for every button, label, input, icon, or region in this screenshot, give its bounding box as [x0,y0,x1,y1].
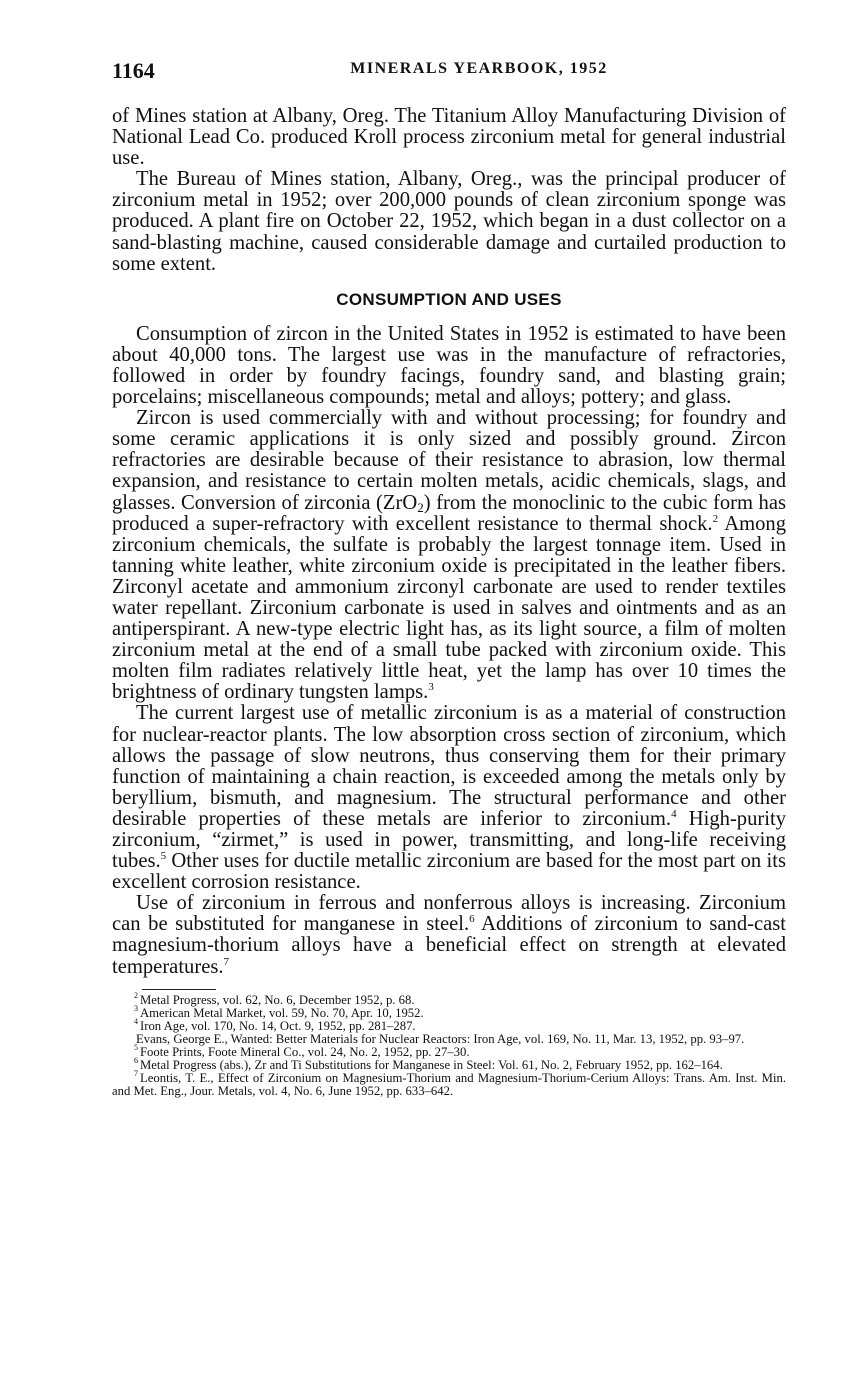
footnote-reference: 2 [712,512,719,525]
footnote-mark: 3 [134,1004,138,1014]
footnote-text: Evans, George E., Wanted: Better Materials for Nuclear Reactors: Iron Age, vol. 169, No. 11, Mar. 13, 1952, pp. 93–97. [136,1031,745,1046]
footnote-text: Foote Prints, Foote Mineral Co., vol. 24, No. 2, 1952, pp. 27–30. [140,1044,470,1059]
paragraph-text: Other uses for ductile metallic zirconium are based for the most part on its excellent corrosion resistance. [112,850,786,894]
footnote-text: Iron Age, vol. 170, No. 14, Oct. 9, 1952, pp. 281–287. [140,1018,416,1033]
footnote-mark: 5 [134,1043,138,1053]
footnote-text: Leontis, T. E., Effect of Zirconium on Magnesium-Thorium and Magnesium-Thorium-Cerium Alloys: Trans. Am. Inst. Min. and Met. Eng., Jour. Metals, vol. 4, No. 6, June 1952, pp. 633–642. [112,1070,786,1098]
body-paragraph: The Bureau of Mines station, Albany, Oreg., was the principal producer of zirconium metal in 1952; over 200,000 pounds of clean zirconium sponge was produced. A plant fire on October 22, 1952, which began in a dust collector on a sand-blasting machine, caused considerable damage and curtailed production to some extent. [112,168,786,275]
paragraph-text: High-purity zirconium, “zirmet,” is used in power, transmitting, and long-life receiving tubes. [112,807,787,873]
footnote-text: Metal Progress, vol. 62, No. 6, December 1952, p. 68. [140,992,415,1007]
body-paragraph [112,703,786,893]
paragraph-text: Use of zirconium in ferrous and nonferrous alloys is increasing. Zirconium can be substituted for manganese in steel. [112,892,786,936]
footnote [112,1069,786,1098]
paragraph-text: ) from the monoclinic to the cubic form has produced a super-refractory with excellent resistance to thermal shock. [112,491,786,535]
footnote-text: Metal Progress (abs.), Zr and Ti Substitutions for Manganese in Steel: Vol. 61, No. 2, February 1952, pp. 162–164. [140,1057,723,1072]
footnote-reference: 7 [223,955,229,968]
footnote-reference: 6 [469,913,475,926]
footnotes [112,991,786,1098]
paragraph-text: Among zirconium chemicals, the sulfate is probably the largest tonnage item. Used in tanning white leather, white zirconium oxide is precipitated in the leather fibers. Zirconyl acetate and ammonium zirconyl carbonate are used to render textiles water repellant. Zirconium carbonate is used in salves and ointments and as an antiperspirant. A new-type electric light has, as its light source, a film of molten zirconium metal at the end of a small tube packed with zirconium oxide. This molten film radiates relatively little heat, yet the lamp has over 10 times the brightness of ordinary tungsten lamps. [112,512,786,704]
body-paragraph [112,408,786,703]
footnote-text: American Metal Market, vol. 59, No. 70, Apr. 10, 1952. [140,1005,424,1020]
paragraph-text: Zircon is used commercially with and without processing; for foundry and some ceramic applications it is only sized and possibly ground. Zircon refractories are desirable because of their resistance to abrasion, low thermal expansion, and resistance to certain molten metals, acidic chemicals, slags, and glasses. Conversion of zirconia (ZrO [112,407,786,514]
section-heading: CONSUMPTION AND USES [336,289,562,309]
paragraph-text: The current largest use of metallic zirconium is as a material of construction for nuclear-reactor plants. The low absorption cross section of zirconium, which allows the passage of slow neutrons, thus conserving them for their primary function of maintaining a chain reaction, is exceeded among the metals only by beryllium, bismuth, and magnesium. The structural performance and other desirable properties of these metals are inferior to zirconium. [112,702,786,830]
footnote-mark: 6 [134,1056,138,1066]
footnote-mark: 7 [134,1069,138,1079]
footnote-reference: 5 [160,850,167,863]
body-paragraph: Consumption of zircon in the United States in 1952 is estimated to have been about 40,000 tons. The largest use was in the manufacture of refractories, followed in order by foundry facings, foundry sand, and blasting grain; porcelains; miscellaneous compounds; metal and alloys; pottery; and glass. [112,322,786,409]
footnote-mark: 4 [134,1017,138,1027]
document-page [112,58,786,1098]
page-number: 1164 [112,58,155,83]
footnote-divider [142,989,216,990]
running-head [112,58,786,90]
body-paragraph: of Mines station at Albany, Oreg. The Titanium Alloy Manufacturing Division of National Lead Co. produced Kroll process zirconium metal for general industrial use. [112,105,786,170]
subscript: 2 [417,499,424,515]
paragraph-text: Additions of zirconium to sand-cast magnesium-thorium alloys have a beneficial effect on strength at elevated temperatures. [112,913,786,978]
footnote-reference: 4 [671,808,677,821]
footnote-reference: 3 [428,681,434,694]
body-paragraph [112,893,786,977]
running-title: MINERALS YEARBOOK, 1952 [350,60,608,77]
footnote-mark: 2 [134,991,138,1001]
